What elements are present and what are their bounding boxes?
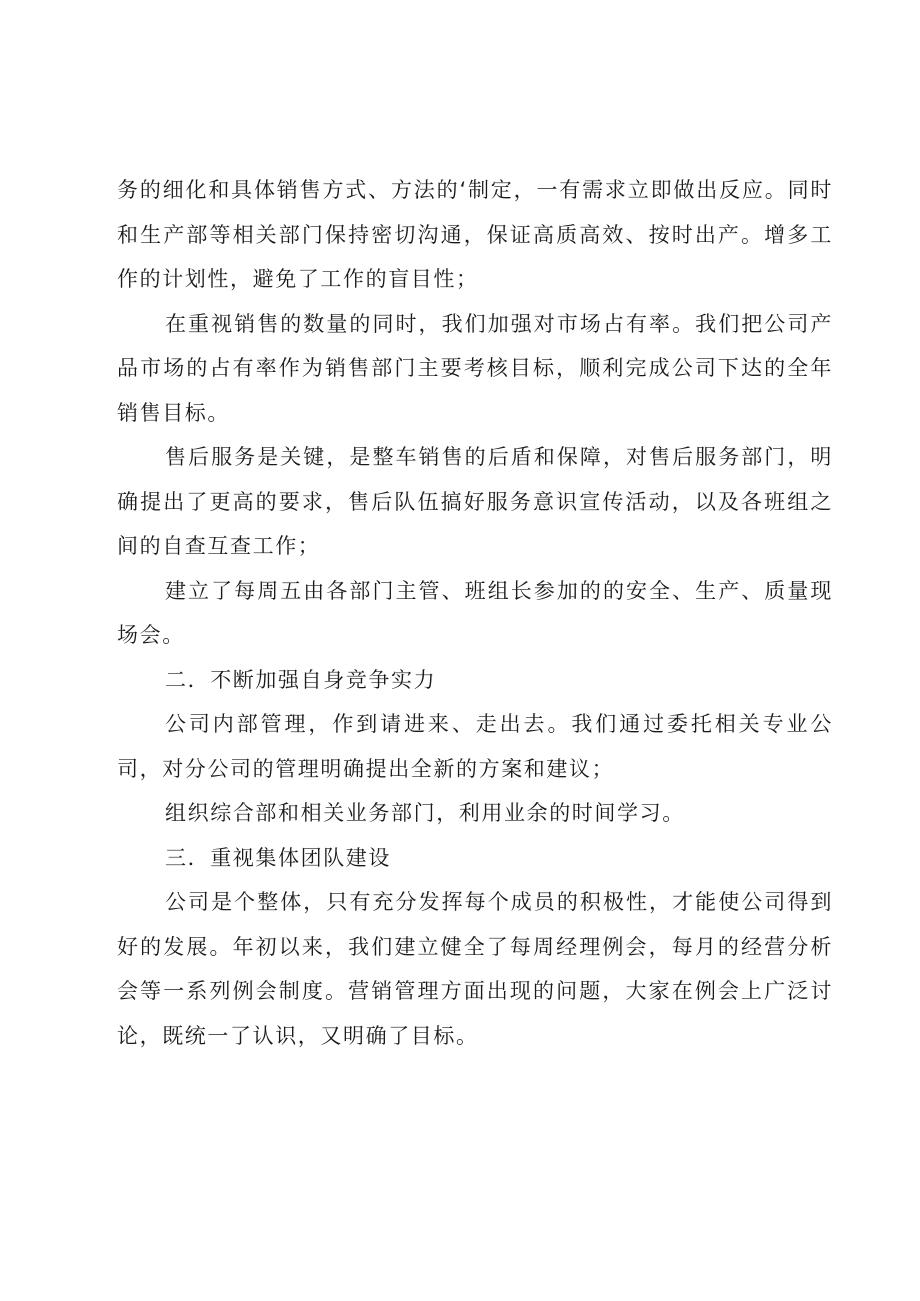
paragraph-study: 组织综合部和相关业务部门，利用业余的时间学习。 (165, 801, 685, 825)
paragraph-internal-management: 公司内部管理，作到请进来、走出去。我们通过委托相关专业公司，对分公司的管理明确提出全新的方案和建议； (117, 712, 833, 781)
paragraph-market-share: 在重视销售的数量的同时，我们加强对市场占有率。我们把公司产品市场的占有率作为销售部门主要考核目标，顺利完成公司下达的全年销售目标。 (117, 311, 833, 425)
section-heading-3: 三．重视集体团队建设 (165, 845, 391, 870)
paragraph-team-building: 公司是个整体，只有充分发挥每个成员的积极性，才能使公司得到好的发展。年初以来，我们建立健全了每周经理例会，每月的经营分析会等一系列例会制度。营销管理方面出现的问题，大家在例会上广泛讨论，既统一了认识，又明确了目标。 (117, 890, 833, 1048)
paragraph-after-sales: 售后服务是关键，是整车销售的后盾和保障，对售后服务部门，明确提出了更高的要求，售后队伍搞好服务意识宣传活动，以及各班组之间的自查互查工作； (117, 445, 833, 558)
paragraph-weekly-meeting: 建立了每周五由各部门主管、班组长参加的的安全、生产、质量现场会。 (117, 578, 833, 647)
document-body (117, 168, 833, 1058)
section-heading-2: 二．不断加强自身竞争实力 (165, 667, 437, 692)
paragraph-continued: 务的细化和具体销售方式、方法的‘制定，一有需求立即做出反应。同时和生产部等相关部门保持密切沟通，保证高质高效、按时出产。增多工作的计划性，避免了工作的盲目性； (117, 178, 833, 291)
